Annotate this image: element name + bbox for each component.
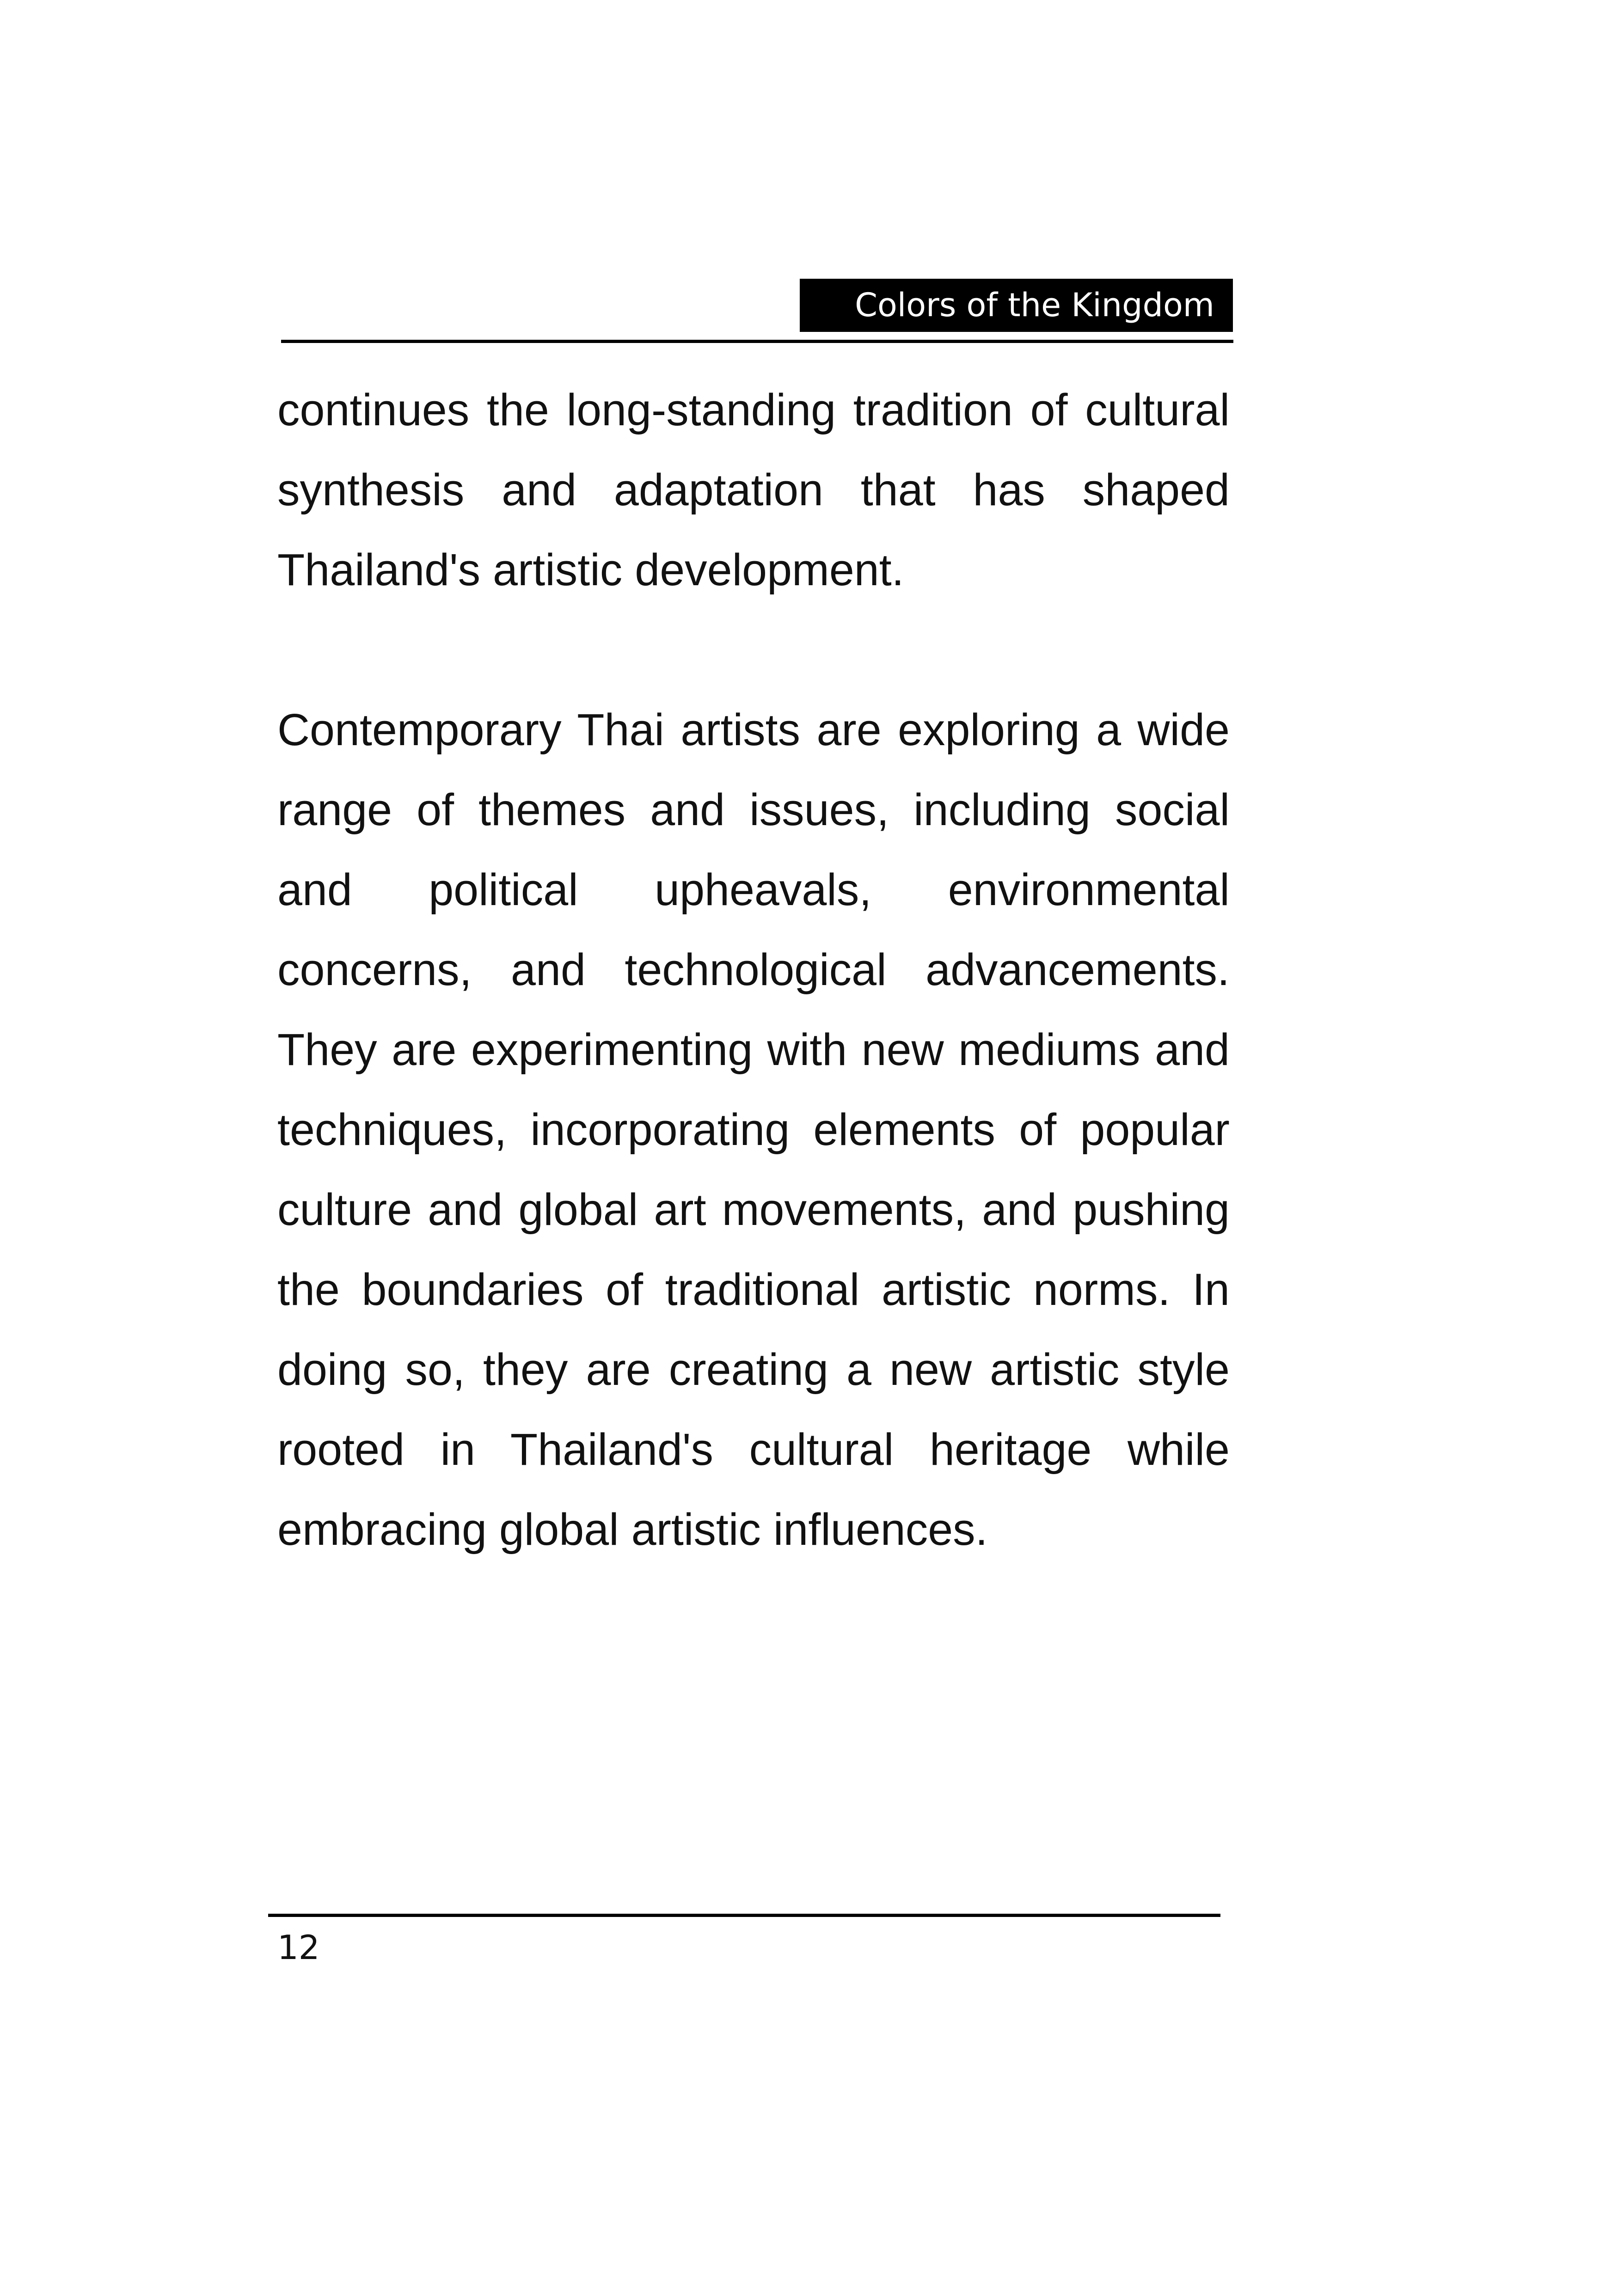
page-number: 12 (277, 1928, 320, 1967)
body-paragraph: continues the long-standing tradition of cultural synthesis and adaptation that has shaped Thailand's artistic development. (277, 385, 1230, 595)
footer-rule (268, 1914, 1220, 1917)
body-paragraph: Contemporary Thai artists are exploring a wide range of themes and issues, including social and political upheavals, environmental concerns, and technological advancements. They are experimenting with new mediums and techniques, incorporating elements of popular culture and global art movements, and pushing the boundaries of traditional artistic norms. In doing so, they are creating a new artistic style rooted in Thailand's cultural heritage while embracing global artistic influences. (277, 704, 1230, 1555)
running-header-title: Colors of the Kingdom (800, 279, 1233, 332)
body-text (277, 370, 1230, 1569)
header-rule (281, 340, 1233, 343)
